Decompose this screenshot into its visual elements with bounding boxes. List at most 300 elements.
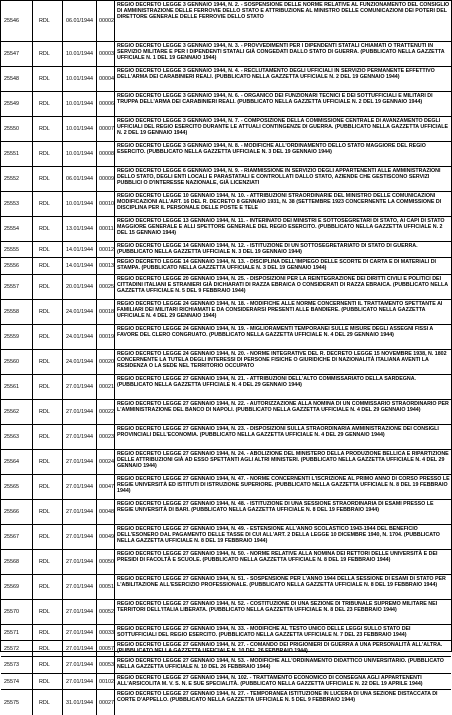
act-title: REGIO DECRETO LEGGE 27 GENNAIO 1944, N. 49. - ESTENSIONE ALL'ANNO SCOLASTICO 1943-1944 DEL BENEFICIO DELL'ESONERO DAL PAGAMENTO DELLE TASSE DI CUI ALL'ART. 2 DELLA LEGGE 10 DICEMBRE 1940, N. 1704. (PUBBLICATO NELLA GAZZETTA UFFICIALE N. 8 DEL 19 FEBBRAIO 1944)	[117, 526, 440, 545]
entry-number-cell	[1, 450, 33, 474]
entry-number: 25570	[4, 609, 19, 615]
act-date-cell	[63, 450, 97, 474]
act-type-cell	[33, 425, 63, 449]
act-date-cell	[63, 375, 97, 399]
act-code-cell	[97, 375, 115, 399]
act-title: REGIO DECRETO LEGGE 14 GENNAIO 1944, N. 12. - ISTITUZIONE DI UN SOTTOSEGRETARIATO DI STATO DI GUERRA. (PUBBLICATO NELLA GAZZETTA UFFICIALE N. 3 DEL 19 GENNAIO 1944)	[117, 243, 418, 256]
entry-number: 25546	[4, 18, 19, 24]
act-date-cell	[63, 550, 97, 574]
act-title: REGIO DECRETO LEGGE 3 GENNAIO 1944, N. 7. - COMPOSIZIONE DELLA COMMISSIONE CENTRALE DI AVANZAMENTO DEGLI UFFICIALI DEL REGIO ESERCITO DURANTE LE ATTUALI CONTINGENZE DI GUERRA. (PUBBLICATO NELLA GAZZETTA UFFICIALE N. 2 DEL 19 GENNAIO 1944)	[117, 118, 449, 137]
act-date: 06.01/1944	[66, 18, 93, 24]
act-date-cell	[63, 525, 97, 549]
table-row	[1, 117, 451, 142]
act-title: REGIO DECRETO LEGGE 27 GENNAIO 1944, N. 51. - SOSPENSIONE PER L'ANNO 1944 DELLA SESSIONE DI ESAMI DI STATO PER L'ABILITAZIONE ALL'ESERCIZIO PROFESSIONALE. (PUBBLICATO NELLA GAZZETTA UFFICIALE N. 8 DEL 19 FEBBRAIO 1944)	[117, 576, 446, 589]
act-title-cell	[115, 242, 451, 257]
act-code-cell	[97, 300, 115, 324]
entry-number-cell	[1, 1, 33, 41]
act-type: RDL	[39, 176, 50, 182]
act-title-cell	[115, 575, 451, 599]
act-title-cell	[115, 217, 451, 241]
act-date: 31.01/1944	[66, 699, 93, 706]
entry-number: 25574	[4, 678, 19, 685]
act-type: RDL	[39, 126, 50, 132]
act-code-cell	[97, 42, 115, 66]
table-row	[1, 92, 451, 117]
act-type: RDL	[39, 584, 50, 590]
act-code-cell	[97, 500, 115, 524]
table-row	[1, 192, 451, 217]
act-date: 10.01/1944	[66, 76, 93, 82]
act-date-cell	[63, 500, 97, 524]
act-type-cell	[33, 450, 63, 474]
act-code-cell	[97, 350, 115, 374]
act-type-cell	[33, 575, 63, 599]
act-code: 00025	[99, 284, 114, 290]
entry-number-cell	[1, 550, 33, 574]
act-title: REGIO DECRETO LEGGE 27 GENNAIO 1944, N. 24. - ABOLIZIONE DEL MINISTERO DELLA PRODUZIONE BELLICA E RIPARTIZIONE DELLE ATTRIBUZIONI GIÀ AD ESSO SPETTANTI AGLI ALTRI MINISTERI. (PUBBLICATO NELLA GAZZETTA UFFICIALE N. 4 DEL 29 GENNAIO 1944)	[117, 451, 449, 470]
entry-number: 25565	[4, 484, 19, 490]
entry-number-cell	[1, 217, 33, 241]
table-row	[1, 1, 451, 42]
act-type-cell	[33, 525, 63, 549]
act-date: 10.01/1944	[66, 201, 93, 207]
act-title: REGIO DECRETO LEGGE 27 GENNAIO 1944, N. 33. - MODIFICHE AL TESTO UNICO DELLE LEGGI SULLO STATO DEI SOTTUFFICIALI DEL REGIO ESERCITO. (PUBBLICATO NELLA GAZZETTA UFFICIALE N. 7 DEL 23 FEBBRAIO 1944)	[117, 626, 411, 639]
table-row	[1, 674, 451, 690]
act-type: RDL	[39, 309, 50, 315]
table-row	[1, 600, 451, 625]
act-title-cell	[115, 450, 451, 474]
entry-number: 25573	[4, 662, 19, 668]
act-date-cell	[63, 690, 97, 715]
entry-number: 25562	[4, 409, 19, 415]
act-type: RDL	[39, 699, 50, 706]
act-code: 00023	[99, 434, 114, 440]
act-type-cell	[33, 217, 63, 241]
act-title-cell	[115, 92, 451, 116]
act-date: 10.01/1944	[66, 151, 93, 157]
act-title-cell	[115, 425, 451, 449]
act-date: 10.01/1944	[66, 51, 93, 57]
table-row	[1, 475, 451, 500]
act-date-cell	[63, 600, 97, 624]
act-type-cell	[33, 550, 63, 574]
act-code-cell	[97, 525, 115, 549]
act-type-cell	[33, 142, 63, 166]
act-date-cell	[63, 641, 97, 656]
entry-number: 25547	[4, 51, 19, 57]
entry-number: 25556	[4, 263, 19, 269]
act-code: 00012	[99, 246, 114, 253]
act-title-cell	[115, 142, 451, 166]
act-date-cell	[63, 275, 97, 299]
act-date: 27.01/1944	[66, 645, 93, 652]
act-title-cell	[115, 600, 451, 624]
act-title-cell	[115, 350, 451, 374]
act-title-cell	[115, 117, 451, 141]
act-code: 00019	[99, 334, 114, 340]
act-type-cell	[33, 258, 63, 274]
act-title-cell	[115, 42, 451, 66]
act-type-cell	[33, 92, 63, 116]
act-date-cell	[63, 192, 97, 216]
act-date-cell	[63, 242, 97, 257]
act-type-cell	[33, 600, 63, 624]
act-code-cell	[97, 657, 115, 673]
act-title: REGIO DECRETO LEGGE 24 GENNAIO 1944, N. 19. - MIGLIORAMENTI TEMPORANEI SULLE MISURE DEGLI ASSEGNI FISSI A FAVORE DEL CLERO CONGRUATO. (PUBBLICATO NELLA GAZZETTA UFFICIALE N. 4 DEL 29 GENNAIO 1944)	[117, 326, 433, 339]
act-date: 27.01/1944	[66, 559, 93, 565]
entry-number-cell	[1, 657, 33, 673]
act-title-cell	[115, 550, 451, 574]
act-date-cell	[63, 92, 97, 116]
act-title: REGIO DECRETO LEGGE 27 GENNAIO 1944, N. 52. - COSTITUZIONE DI UNA SEZIONE DI TRIBUNALE SUPREMO MILITARE NEI TERRITORI DELL'ITALIA LIBERATA. (PUBBLICATO NELLA GAZZETTA UFFICIALE N. 8 DEL 23 FEBBRAIO 1944)	[117, 601, 438, 614]
act-title-cell	[115, 657, 451, 673]
entry-number: 25567	[4, 534, 19, 540]
act-title: REGIO DECRETO LEGGE 27 GENNAIO 1944, N. 102. - TRATTAMENTO ECONOMICO DI CONSEGNA AGLI APPARTENENTI ALL'ARSICOLITA M. V. S. N. E SUE SPECIALITÀ. (PUBBLICATO NELLA GAZZETTA UFFICIALE N. 22 DEL 19 APRILE 1944)	[117, 675, 423, 688]
act-type: RDL	[39, 645, 50, 652]
act-date: 27.01/1944	[66, 629, 93, 636]
act-date: 27.01/1944	[66, 662, 93, 668]
act-date: 27.01/1944	[66, 409, 93, 415]
act-title-cell	[115, 258, 451, 274]
act-type-cell	[33, 641, 63, 656]
table-row	[1, 425, 451, 450]
act-code-cell	[97, 450, 115, 474]
entry-number-cell	[1, 300, 33, 324]
act-type-cell	[33, 325, 63, 349]
entry-number-cell	[1, 142, 33, 166]
table-row	[1, 300, 451, 325]
act-date-cell	[63, 300, 97, 324]
act-date-cell	[63, 425, 97, 449]
act-type: RDL	[39, 662, 50, 668]
act-title-cell	[115, 325, 451, 349]
act-title: REGIO DECRETO LEGGE 27 GENNAIO 1944, N. 27. - COMANDO DEI PRIGIONIERI DI GUERRA A UNA PERSONALITÀ ALL'ALTRA. (PUBBLICATO NELLA GAZZETTA UFFICIALE N. 10 DEL 26 FEBBRAIO 1944)	[117, 642, 443, 655]
act-type-cell	[33, 375, 63, 399]
table-row	[1, 217, 451, 242]
act-type: RDL	[39, 246, 50, 253]
act-type-cell	[33, 67, 63, 91]
act-title-cell	[115, 67, 451, 91]
act-type: RDL	[39, 51, 50, 57]
act-code-cell	[97, 167, 115, 191]
table-row	[1, 258, 451, 275]
entry-number-cell	[1, 92, 33, 116]
act-title: REGIO DECRETO LEGGE 27 GENNAIO 1944, N. 47. - NORME CONCERNENTI L'ISCRIZIONE AL PRIMO ANNO DI CORSO PRESSO LE REGIE UNIVERSITÀ ED ISTITUTI DI ISTRUZIONE SUPERIORE. (PUBBLICATO NELLA GAZZETTA UFFICIALE N. 8 DEL 19 FEBBRAIO 1944)	[117, 476, 450, 495]
act-type: RDL	[39, 18, 50, 24]
act-date: 24.01/1944	[66, 334, 93, 340]
act-code-cell	[97, 550, 115, 574]
act-title: REGIO DECRETO LEGGE 10 GENNAIO 1944, N. 10. - ATTRIBUZIONI STRAORDINARIE DEL MINISTRO DELLE COMUNICAZIONI MODIFICAZIONI ALL'ART. 16 DEL R. DECRETO 8 GENNAIO 1931, N. 38 (SETTEMBRE 1923 CONCERNENTE LA COMMISSIONE DI DISCIPLINA PER IL PERSONALE DELLE POSTE E TELE	[117, 193, 442, 212]
act-code-cell	[97, 600, 115, 624]
entry-number: 25552	[4, 176, 19, 182]
entry-number-cell	[1, 350, 33, 374]
act-date-cell	[63, 657, 97, 673]
act-type-cell	[33, 500, 63, 524]
act-title-cell	[115, 690, 451, 715]
act-title: REGIO DECRETO LEGGE 27 GENNAIO 1944, N. 21. - ATTRIBUZIONI DELL'ALTO COMMISSARIATO DELLA SARDEGNA. (PUBBLICATO NELLA GAZZETTA UFFICIALE N. 4 DEL 29 GENNAIO 1944)	[117, 376, 416, 389]
act-code-cell	[97, 690, 115, 715]
act-code: 00002	[99, 18, 114, 24]
act-date: 27.01/1944	[66, 584, 93, 590]
table-row	[1, 625, 451, 641]
act-code: 00018	[99, 309, 114, 315]
act-title-cell	[115, 500, 451, 524]
act-code: 00006	[99, 101, 114, 107]
act-date: 27.01/1944	[66, 678, 93, 685]
act-code-cell	[97, 475, 115, 499]
act-type-cell	[33, 242, 63, 257]
table-row	[1, 67, 451, 92]
entry-number-cell	[1, 641, 33, 656]
act-title: REGIO DECRETO LEGGE 3 GENNAIO 1944, N. 2. - SOSPENSIONE DELLE NORME RELATIVE AL FUNZIONAMENTO DEL CONSIGLIO DI AMMINISTRAZIONE DELLE FERROVIE DELLO STATO E ATTRIBUZIONE AL MINISTRO DELLE COMUNICAZIONI DEI POTERI DEL DIRETTORE GENERALE DELLE FERROVIE DELLO STATO	[117, 2, 450, 21]
table-row	[1, 550, 451, 575]
entry-number: 25551	[4, 151, 19, 157]
act-type-cell	[33, 192, 63, 216]
act-date-cell	[63, 674, 97, 689]
entry-number-cell	[1, 625, 33, 640]
act-code: 00052	[99, 609, 114, 615]
act-date-cell	[63, 625, 97, 640]
entry-number: 25554	[4, 226, 19, 232]
act-code: 00102	[99, 678, 114, 685]
act-date: 27.01/1944	[66, 509, 93, 515]
act-code: 00047	[99, 484, 114, 490]
act-title: REGIO DECRETO LEGGE 27 GENNAIO 1944, N. 48. - ISTITUZIONE DI UNA SESSIONE STRAORDINARIA DI ESAMI PRESSO LE REGIE UNIVERSITÀ DI BARI. (PUBBLICATO NELLA GAZZETTA UFFICIALE N. 8 DEL 19 FEBBRAIO 1944)	[117, 501, 434, 514]
act-code: 00051	[99, 584, 114, 590]
act-code: 00004	[99, 76, 114, 82]
act-date-cell	[63, 117, 97, 141]
entry-number: 25569	[4, 584, 19, 590]
act-code-cell	[97, 142, 115, 166]
act-code-cell	[97, 425, 115, 449]
act-type-cell	[33, 275, 63, 299]
entry-number: 25572	[4, 645, 19, 652]
act-code: 00050	[99, 559, 114, 565]
entry-number: 25558	[4, 309, 19, 315]
table-row	[1, 350, 451, 375]
act-date: 10.01/1944	[66, 101, 93, 107]
act-date-cell	[63, 42, 97, 66]
act-code-cell	[97, 641, 115, 656]
entry-number-cell	[1, 242, 33, 257]
act-date-cell	[63, 217, 97, 241]
act-type-cell	[33, 625, 63, 640]
act-date-cell	[63, 325, 97, 349]
act-code-cell	[97, 117, 115, 141]
act-title: REGIO DECRETO LEGGE 24 GENNAIO 1944, N. 18. - MODIFICHE ALLE NORME CONCERNENTI IL TRATTAMENTO SPETTANTE AI FAMILIARI DEI MILITARI RICHIAMATI E DA CONSIDERARSI PRESENTI ALLE BANDIERE. (PUBBLICATO NELLA GAZZETTA UFFICIALE N. 4 DEL 29 GENNAIO 1944)	[117, 301, 443, 320]
act-type-cell	[33, 475, 63, 499]
entry-number: 25561	[4, 384, 19, 390]
act-title-cell	[115, 400, 451, 424]
act-code-cell	[97, 92, 115, 116]
entry-number-cell	[1, 600, 33, 624]
table-row	[1, 690, 451, 715]
act-type: RDL	[39, 284, 50, 290]
entry-number-cell	[1, 500, 33, 524]
entry-number: 25564	[4, 459, 19, 465]
act-type: RDL	[39, 534, 50, 540]
entry-number: 25560	[4, 359, 19, 365]
table-row	[1, 575, 451, 600]
act-type-cell	[33, 350, 63, 374]
act-code: 00033	[99, 629, 114, 636]
act-title: REGIO DECRETO LEGGE 6 GENNAIO 1944, N. 9. - RIAMMISSIONE IN SERVIZIO DEGLI APPARTENENTI ALLE AMMINISTRAZIONI DELLO STATO, DEGLI ENTI LOCALI E PARASTATALI E CONTROLLATI DALLO STATO, AZIENDE CHE GESTISCONO SERVIZI PUBBLICI O D'INTERESSE NAZIONALE, GIÀ LICENZIATI	[117, 168, 441, 187]
act-type: RDL	[39, 201, 50, 207]
entry-number-cell	[1, 375, 33, 399]
act-type: RDL	[39, 384, 50, 390]
act-type: RDL	[39, 609, 50, 615]
act-type: RDL	[39, 509, 50, 515]
table-row	[1, 525, 451, 550]
table-row	[1, 657, 451, 674]
act-code-cell	[97, 67, 115, 91]
act-date: 14.01/1944	[66, 246, 93, 253]
act-type-cell	[33, 400, 63, 424]
table-row	[1, 275, 451, 300]
act-type-cell	[33, 674, 63, 689]
act-title: REGIO DECRETO LEGGE 14 GENNAIO 1944, N. 13. - DISCIPLINA DELL'IMPIEGO DELLE SCORTE DI CARTA E DI MATERIALI DI STAMPA. (PUBBLICATO NELLA GAZZETTA UFFICIALE N. 3 DEL 19 GENNAIO 1944)	[117, 259, 437, 272]
entry-number: 25549	[4, 101, 19, 107]
act-date-cell	[63, 258, 97, 274]
act-title: REGIO DECRETO LEGGE 3 GENNAIO 1944, N. 6. - ORGANICO DEI FUNZIONARI TECNICI E DEI SOTTUFFICIALI E MILITARI DI TRUPPA DELL'ARMA DEI CARABINIERI REALI. (PUBBLICATO NELLA GAZZETTA UFFICIALE N. 2 DEL 19 GENNAIO 1944)	[117, 93, 433, 106]
act-title: REGIO DECRETO LEGGE 24 GENNAIO 1944, N. 20. - NORME INTEGRATIVE DEL R. DECRETO LEGGE 15 NOVEMBRE 1938, N. 1802 CONCERNENTE LA TUTELA DEGLI INTERESSI DI PERSONE FISICHE O GIURIDICHE DI NAZIONALITÀ ITALIANA AVENTI LA RESIDENZA O LA SEDE NEL TERRITORIO OCCUPATO	[117, 351, 447, 370]
entry-number: 25559	[4, 334, 19, 340]
act-code: 00027	[99, 699, 114, 706]
act-code: 00022	[99, 409, 114, 415]
act-code: 00024	[99, 459, 114, 465]
act-date-cell	[63, 350, 97, 374]
act-title-cell	[115, 275, 451, 299]
act-code: 00008	[99, 151, 114, 157]
act-title-cell	[115, 475, 451, 499]
act-title: REGIO DECRETO LEGGE 3 GENNAIO 1944, N. 4. - RECLUTAMENTO DEGLI UFFICIALI IN SERVIZIO PERMANENTE EFFETTIVO DELL'ARMA DEI CARABINIERI REALI. (PUBBLICATO NELLA GAZZETTA UFFICIALE N. 2 DEL 19 GENNAIO 1944)	[117, 68, 435, 81]
act-code-cell	[97, 275, 115, 299]
act-type-cell	[33, 167, 63, 191]
act-title: REGIO DECRETO LEGGE 27 GENNAIO 1944, N. 23. - DISPOSIZIONI SULLA STRAORDINARIA AMMINISTRAZIONE DEI CONSIGLI PROVINCIALI DELL'ECONOMIA. (PUBBLICATO NELLA GAZZETTA UFFICIALE N. 4 DEL 29 GENNAIO 1944)	[117, 426, 439, 439]
act-date-cell	[63, 400, 97, 424]
act-title: REGIO DECRETO LEGGE 27 GENNAIO 1944, N. 50. - NORME RELATIVE ALLA NOMINA DEI RETTORI DELLE UNIVERSITÀ E DEI PRESIDI DI FACOLTÀ E SCUOLE. (PUBBLICATO NELLA GAZZETTA UFFICIALE N. 8 DEL 19 FEBBRAIO 1944)	[117, 551, 438, 564]
entry-number: 25568	[4, 559, 19, 565]
act-type: RDL	[39, 151, 50, 157]
act-date: 27.01/1944	[66, 434, 93, 440]
act-type: RDL	[39, 459, 50, 465]
act-code-cell	[97, 192, 115, 216]
act-type: RDL	[39, 678, 50, 685]
entry-number-cell	[1, 275, 33, 299]
table-row	[1, 450, 451, 475]
act-date-cell	[63, 575, 97, 599]
table-row	[1, 500, 451, 525]
act-type-cell	[33, 42, 63, 66]
act-date: 24.01/1944	[66, 309, 93, 315]
act-code: 00048	[99, 509, 114, 515]
table-row	[1, 142, 451, 167]
act-date-cell	[63, 67, 97, 91]
act-date-cell	[63, 475, 97, 499]
act-code: 00003	[99, 51, 114, 57]
act-code: 00013	[99, 263, 114, 269]
entry-number-cell	[1, 258, 33, 274]
act-code: 00011	[99, 226, 114, 232]
act-date-cell	[63, 1, 97, 41]
act-title: REGIO DECRETO LEGGE 27 GENNAIO 1944, N. 53. - MODIFICHE ALL'ORDINAMENTO DIDATTICO UNIVERSITARIO. (PUBBLICATO NELLA GAZZETTA UFFICIALE N. 10 DEL 26 FEBBRAIO 1944)	[117, 658, 444, 671]
entry-number-cell	[1, 67, 33, 91]
act-code: 00021	[99, 384, 114, 390]
act-type-cell	[33, 690, 63, 715]
act-date: 27.01/1944	[66, 484, 93, 490]
act-title: REGIO DECRETO LEGGE 27 GENNAIO 1944, N. 27. - TEMPORANEA ISTITUZIONE IN LUCERA DI UNA SEZIONE DISTACCATA DI CORTE D'APPELLO. (PUBBLICATO NELLA GAZZETTA UFFICIALE N. 5 DEL 9 FEBBRAIO 1944)	[117, 691, 438, 704]
act-type-cell	[33, 657, 63, 673]
act-type: RDL	[39, 629, 50, 636]
act-title: REGIO DECRETO LEGGE 3 GENNAIO 1944, N. 3. - PROVVEDIMENTI PER I DIPENDENTI STATALI CHIAMATI O TRATTENUTI IN SERVIZIO MILITARE E PER I DIPENDENTI STATALI GIÀ CONGEDATI DALLO STATO DI GUERRA. (PUBBLICATO NELLA GAZZETTA UFFICIALE N. 1 DEL 19 GENNAIO 1944)	[117, 43, 445, 62]
act-title: REGIO DECRETO LEGGE 3 GENNAIO 1944, N. 8. - MODIFICHE ALL'ORDINAMENTO DELLO STATO MAGGIORE DEL REGIO ESERCITO. (PUBBLICATO NELLA GAZZETTA UFFICIALE N. 3 DEL 19 GENNAIO 1944)	[117, 143, 426, 156]
act-type: RDL	[39, 101, 50, 107]
entry-number-cell	[1, 42, 33, 66]
act-type: RDL	[39, 434, 50, 440]
act-date: 27.01/1944	[66, 459, 93, 465]
act-date: 13.01/1944	[66, 226, 93, 232]
entry-number: 25566	[4, 509, 19, 515]
act-date-cell	[63, 167, 97, 191]
act-title-cell	[115, 1, 451, 41]
entry-number-cell	[1, 425, 33, 449]
act-type-cell	[33, 1, 63, 41]
act-code: 00053	[99, 662, 114, 668]
act-date: 10.01/1944	[66, 126, 93, 132]
act-date: 27.01/1944	[66, 384, 93, 390]
act-code: 00049	[99, 534, 114, 540]
act-date: 06.01/1944	[66, 176, 93, 182]
act-type-cell	[33, 300, 63, 324]
entry-number-cell	[1, 690, 33, 715]
table-row	[1, 375, 451, 400]
act-title-cell	[115, 625, 451, 640]
act-title-cell	[115, 167, 451, 191]
act-date: 20.01/1944	[66, 284, 93, 290]
entry-number-cell	[1, 192, 33, 216]
entry-number: 25550	[4, 126, 19, 132]
entry-number-cell	[1, 400, 33, 424]
entry-number: 25563	[4, 434, 19, 440]
act-type-cell	[33, 117, 63, 141]
act-code-cell	[97, 217, 115, 241]
entry-number: 25555	[4, 246, 19, 253]
act-date: 24.01/1944	[66, 359, 93, 365]
act-code: 00010	[99, 201, 114, 207]
entry-number-cell	[1, 325, 33, 349]
act-type: RDL	[39, 76, 50, 82]
act-date-cell	[63, 142, 97, 166]
act-title: REGIO DECRETO LEGGE 13 GENNAIO 1944, N. 11. - INTERINATO DEI MINISTRI E SOTTOSEGRETARI DI STATO, AI CAPI DI STATO MAGGIORE GENERALE E ALLI SPETTORE GENERALE DEL REGIO ESERCITO. (PUBBLICATO NELLA GAZZETTA UFFICIALE N. 2 DEL 15 GENNAIO 1944)	[117, 218, 445, 237]
act-code-cell	[97, 625, 115, 640]
act-code: 00057	[99, 645, 114, 652]
act-title: REGIO DECRETO LEGGE 20 GENNAIO 1944, N. 25. - DISPOSIZIONI PER LA REINTEGRAZIONE DEI DIRITTI CIVILI E POLITICI DEI CITTADINI ITALIANI E STRANIERI GIÀ DICHIARATI DI RAZZA EBRAICA O CONSIDERATI DI RAZZA EBRAICA. (PUBBLICATO NELLA GAZZETTA UFFICIALE N. 5 DEL 9 FEBBRAIO 1944)	[117, 276, 448, 295]
act-code-cell	[97, 325, 115, 349]
act-code-cell	[97, 400, 115, 424]
act-code-cell	[97, 1, 115, 41]
entry-number-cell	[1, 575, 33, 599]
table-row	[1, 242, 451, 258]
act-title-cell	[115, 375, 451, 399]
table-row	[1, 641, 451, 657]
act-title-cell	[115, 674, 451, 689]
act-date: 27.01/1944	[66, 609, 93, 615]
entry-number-cell	[1, 525, 33, 549]
entry-number: 25553	[4, 201, 19, 207]
entry-number-cell	[1, 167, 33, 191]
act-date: 27.01/1944	[66, 534, 93, 540]
entry-number-cell	[1, 117, 33, 141]
